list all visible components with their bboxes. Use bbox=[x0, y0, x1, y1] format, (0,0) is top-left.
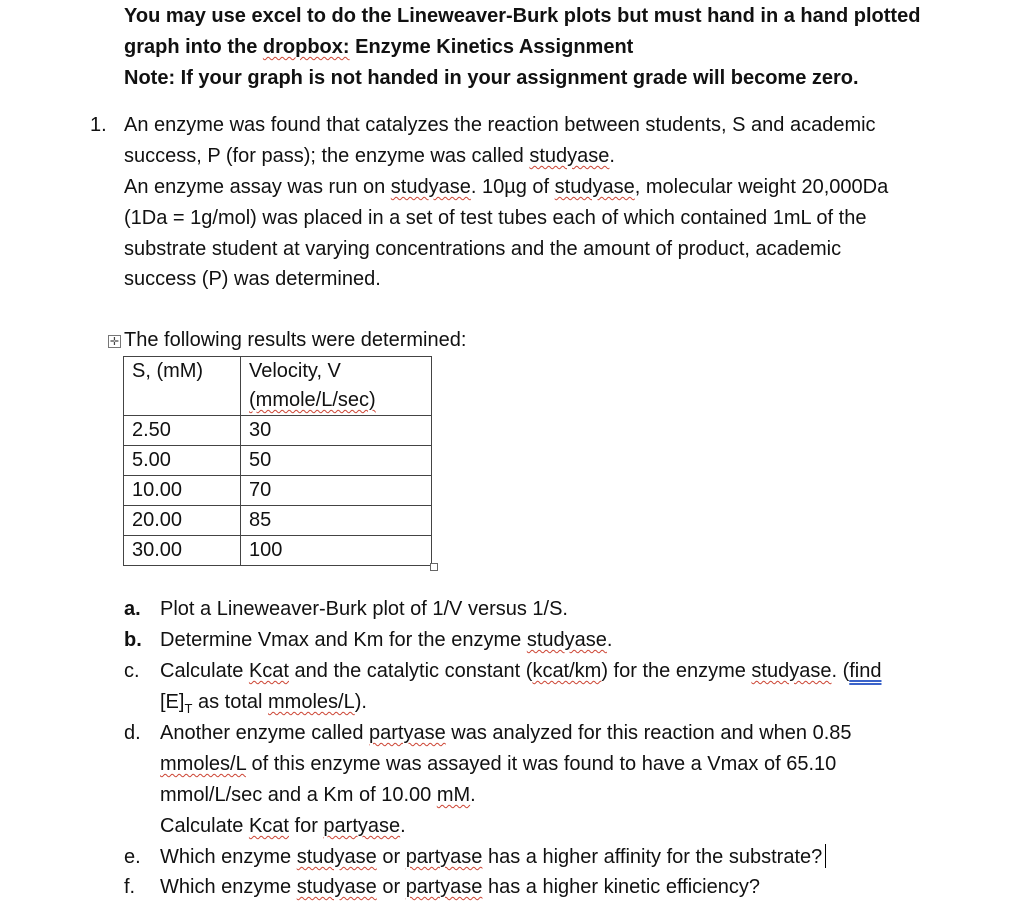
v-cell: 85 bbox=[241, 506, 432, 536]
text: Calculate bbox=[160, 660, 249, 682]
header-cell-v bbox=[241, 357, 432, 416]
text: . bbox=[400, 815, 406, 837]
text: . bbox=[470, 784, 476, 806]
text: of this enzyme was assayed it was found to have a Vmax of 65.10 bbox=[245, 753, 837, 775]
text: success, P (for pass); the enzyme was called bbox=[124, 145, 530, 167]
spell-flag: studyase bbox=[751, 660, 832, 682]
table-row bbox=[124, 476, 432, 506]
part-f-label: f. bbox=[124, 876, 136, 898]
text: Calculate bbox=[160, 815, 249, 837]
question-line: An enzyme was found that catalyzes the reaction between students, S and academic bbox=[124, 114, 876, 136]
spell-flag: studyase bbox=[554, 176, 635, 198]
table-row bbox=[124, 506, 432, 536]
text: . bbox=[609, 145, 615, 167]
part-e bbox=[160, 842, 826, 873]
dropbox-word: dropbox: bbox=[262, 36, 350, 58]
header-line-2 bbox=[124, 32, 633, 63]
s-cell: 10.00 bbox=[124, 476, 241, 506]
subscript: T bbox=[184, 701, 193, 716]
text: or bbox=[376, 876, 406, 898]
text: Another enzyme called bbox=[160, 722, 370, 744]
text: Which enzyme bbox=[160, 876, 297, 898]
s-cell: 30.00 bbox=[124, 536, 241, 566]
spell-flag: studyase bbox=[390, 176, 471, 198]
text: Determine Vmax and Km for the enzyme bbox=[160, 629, 527, 651]
spell-flag: kcat/km bbox=[532, 660, 602, 682]
results-table bbox=[123, 356, 432, 566]
text: [E] bbox=[160, 691, 185, 713]
text: An enzyme assay was run on bbox=[124, 176, 391, 198]
part-d-cont bbox=[160, 749, 836, 780]
table-resize-handle[interactable] bbox=[430, 563, 438, 571]
part-d bbox=[160, 718, 852, 749]
table-row bbox=[124, 416, 432, 446]
text: has a higher affinity for the substrate? bbox=[482, 846, 823, 868]
spell-flag: mM bbox=[436, 784, 471, 806]
v-cell: 50 bbox=[241, 446, 432, 476]
question-line: (1Da = 1g/mol) was placed in a set of test tubes each of which contained 1mL of the bbox=[124, 207, 867, 229]
part-a-label: a. bbox=[124, 598, 141, 620]
header-label-v: Velocity, V bbox=[249, 360, 341, 382]
header-line-1: You may use excel to do the Lineweaver-Burk plots but must hand in a hand plotted bbox=[124, 5, 921, 27]
part-d-cont bbox=[160, 811, 406, 842]
text: . ( bbox=[831, 660, 850, 682]
text: ) for the enzyme bbox=[601, 660, 752, 682]
part-b bbox=[160, 625, 612, 656]
assignment-name: Enzyme Kinetics Assignment bbox=[349, 36, 634, 58]
text: or bbox=[376, 846, 406, 868]
text: . bbox=[606, 629, 613, 651]
header-cell-s bbox=[124, 357, 241, 416]
spell-flag: partyase bbox=[323, 815, 401, 837]
question-number: 1. bbox=[90, 114, 107, 136]
question-line bbox=[124, 141, 615, 172]
text: . 10µg of bbox=[470, 176, 555, 198]
text: as total bbox=[192, 691, 269, 713]
part-d-label: d. bbox=[124, 722, 141, 744]
question-line bbox=[124, 172, 888, 203]
results-intro: The following results were determined: bbox=[124, 329, 467, 351]
spell-flag: mmoles/L bbox=[268, 691, 355, 713]
table-row bbox=[124, 446, 432, 476]
grammar-flag: find bbox=[849, 660, 882, 682]
s-cell: 2.50 bbox=[124, 416, 241, 446]
spell-flag: partyase bbox=[405, 846, 483, 868]
spell-flag: studyase bbox=[296, 846, 377, 868]
s-cell: 5.00 bbox=[124, 446, 241, 476]
part-e-label: e. bbox=[124, 846, 141, 868]
spell-flag: studyase bbox=[296, 876, 377, 898]
spell-flag: Kcat bbox=[248, 815, 289, 837]
spell-flag: partyase bbox=[405, 876, 483, 898]
table-header-row bbox=[124, 357, 432, 416]
spell-flag: studyase bbox=[526, 629, 607, 651]
header-text: graph into the bbox=[124, 36, 263, 58]
header-unit-v: (mmole/L/sec) bbox=[249, 389, 376, 411]
part-a: Plot a Lineweaver-Burk plot of 1/V versus 1/S. bbox=[160, 598, 568, 620]
text: and the catalytic constant ( bbox=[288, 660, 533, 682]
text: , molecular weight 20,000Da bbox=[634, 176, 889, 198]
v-cell: 30 bbox=[241, 416, 432, 446]
spell-flag: Kcat bbox=[248, 660, 289, 682]
spell-flag: mmoles/L bbox=[160, 753, 246, 775]
part-b-label: b. bbox=[124, 629, 142, 651]
part-f bbox=[160, 872, 760, 903]
table-row bbox=[124, 536, 432, 566]
question-line: substrate student at varying concentrations and the amount of product, academic bbox=[124, 238, 842, 260]
spell-flag: partyase bbox=[369, 722, 446, 744]
v-cell: 70 bbox=[241, 476, 432, 506]
question-line: success (P) was determined. bbox=[124, 268, 381, 290]
text: Which enzyme bbox=[160, 846, 297, 868]
spell-flag: studyase bbox=[529, 145, 610, 167]
text: mmol/L/sec and a Km of 10.00 bbox=[160, 784, 437, 806]
move-handle-icon[interactable]: ✛ bbox=[109, 335, 120, 348]
part-c bbox=[160, 656, 882, 687]
text-cursor bbox=[825, 844, 826, 868]
part-d-cont bbox=[160, 780, 476, 811]
text: ). bbox=[354, 691, 367, 713]
s-cell: 20.00 bbox=[124, 506, 241, 536]
header-line-3: Note: If your graph is not handed in your assignment grade will become zero. bbox=[124, 67, 859, 89]
text: has a higher kinetic efficiency? bbox=[482, 876, 760, 898]
part-c-label: c. bbox=[124, 660, 140, 682]
text: was analyzed for this reaction and when 0.85 bbox=[445, 722, 852, 744]
header-label-s: S, (mM) bbox=[132, 360, 204, 382]
v-cell: 100 bbox=[241, 536, 432, 566]
text: for bbox=[288, 815, 324, 837]
